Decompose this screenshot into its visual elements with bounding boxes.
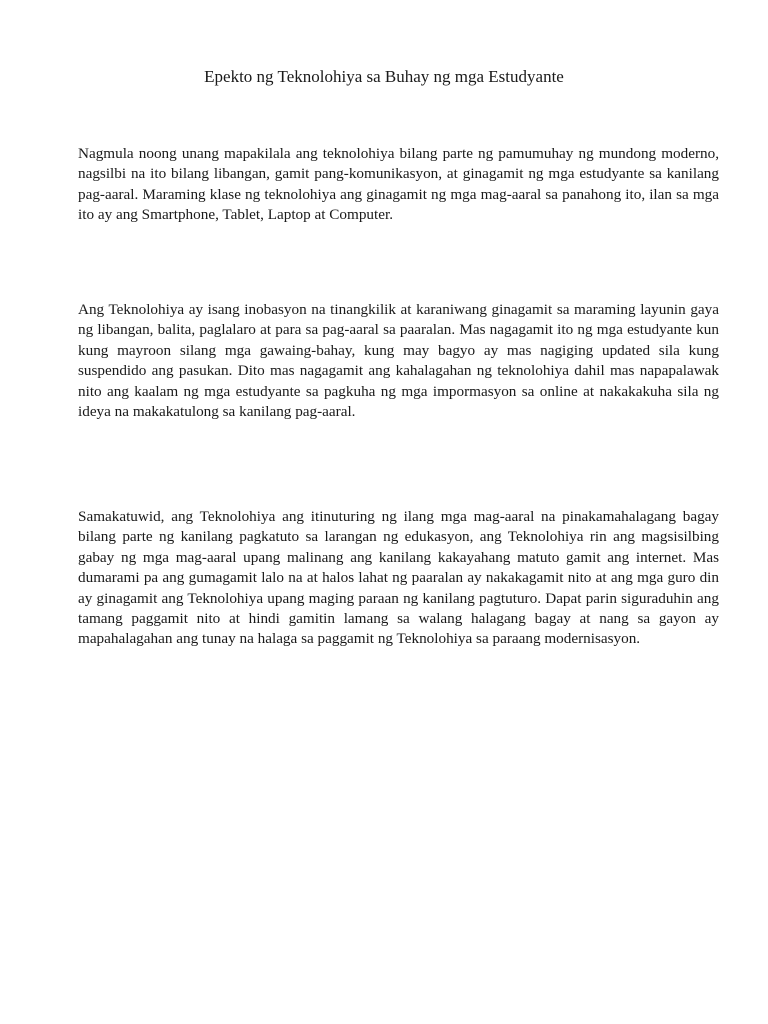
paragraph-2: Ang Teknolohiya ay isang inobasyon na tinangkilik at karaniwang ginagamit sa maraming layunin gaya ng libangan, balita, paglalaro at para sa pag-aaral sa paaralan. Mas nagagamit ito ng mga estudyante kun kung mayroon silang mga gawaing-bahay, kung may bagyo ay mas nagiging updated sila kung suspendido ang pasukan. Dito mas nagagamit ang kahalagahan ng teknolohiya dahil mas napapalawak nito ang kaalam ng mga estudyante sa pagkuha ng mga impormasyon sa online at nakakakuha sila ng ideya na makakatulong sa kanilang pag-aaral. <box>78 301 719 421</box>
paragraph-1: Nagmula noong unang mapakilala ang teknolohiya bilang parte ng pamumuhay ng mundong moderno, nagsilbi na ito bilang libangan, gamit pang-komunikasyon, at ginagamit ng mga estudyante sa kanilang pag-aaral. Maraming klase ng teknolohiya ang ginagamit ng mga mag-aaral sa panahong ito, ilan sa mga ito ay ang Smartphone, Tablet, Laptop at Computer. <box>78 145 719 224</box>
document-title: Epekto ng Teknolohiya sa Buhay ng mga Estudyante <box>204 67 564 86</box>
paragraph-3: Samakatuwid, ang Teknolohiya ang itinuturing ng ilang mga mag-aaral na pinakamahalagang bagay bilang parte ng kanilang pagkatuto sa larangan ng edukasyon, ang Teknolohiya rin ang magsisilbing gabay ng mga mag-aaral upang malinang ang kanilang kakayahang matuto gamit ang internet. Mas dumarami pa ang gumagamit lalo na at halos lahat ng paaralan ay nakakagamit nito at ang mga guro din ay ginagamit ang Teknolohiya upang maging paraan ng kanilang pagtuturo. Dapat parin siguraduhin ang tamang paggamit nito at hindi gamitin lamang sa walang halagang bagay at nang sa gayon ay mapahalagahan ang tunay na halaga sa paggamit ng Teknolohiya sa paraang modernisasyon. <box>78 508 719 648</box>
